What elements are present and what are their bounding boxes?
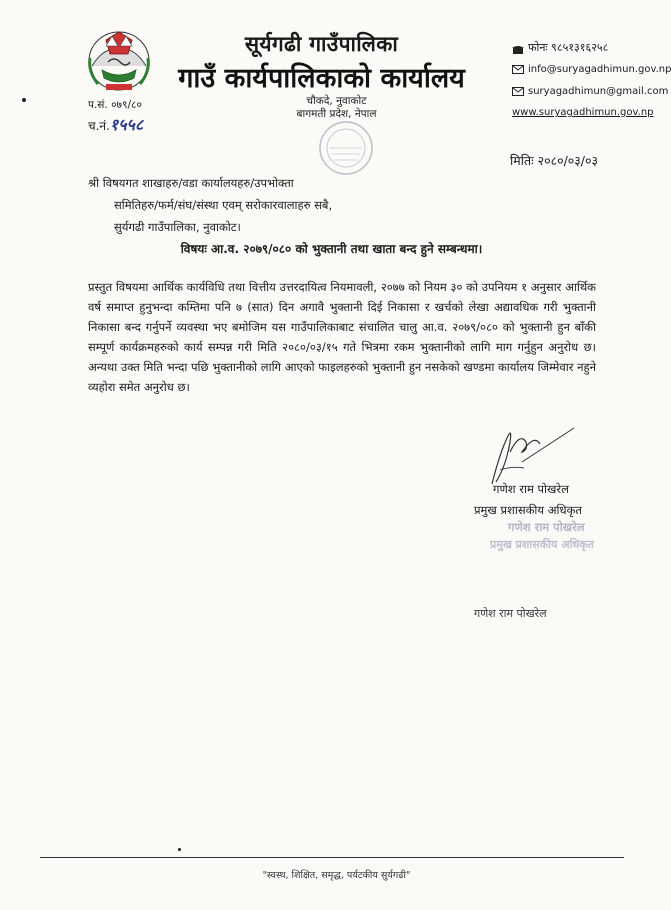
addressee-block: [88, 172, 332, 238]
phone-icon: [512, 44, 524, 53]
footer-divider: [40, 857, 624, 858]
contact-website-link[interactable]: www.suryagadhimun.gov.np: [512, 107, 654, 118]
email-2-text: suryagadhimun@gmail.com: [528, 86, 669, 97]
email-1-text: info@suryagadhimun.gov.np: [528, 64, 671, 75]
email-icon: [512, 65, 524, 74]
contact-email-1[interactable]: [512, 64, 671, 75]
office-address-line2: बागमती प्रदेश, नेपाल: [296, 108, 377, 120]
addressee-line: समितिहरु/फर्म/संघ/संस्था एवम् सरोकारवालाहरु सबै,: [114, 198, 333, 212]
signatory-title: प्रमुख प्रशासकीय अधिकृत: [474, 503, 582, 517]
name-seal: गणेश राम पोखरेल: [508, 520, 585, 534]
contact-phone: [512, 40, 608, 55]
letter-date: मितिः २०८०/०३/०३: [510, 153, 598, 168]
footer-slogan: "स्वस्थ, शिक्षित, समृद्ध, पर्यटकीय सुर्यगढी": [262, 870, 411, 881]
contact-email-2[interactable]: [512, 86, 668, 97]
addressee-line: सुर्यगढी गाउँपालिका, नुवाकोट।: [114, 220, 241, 234]
dispatch-number-handwritten: १५५८: [109, 115, 144, 134]
email-icon: [512, 87, 524, 96]
office-title: गाउँ कार्यपालिकाको कार्यालय: [178, 63, 465, 94]
scan-speck: [178, 848, 181, 851]
scan-speck: [22, 98, 26, 102]
dispatch-label: च.नं.: [88, 119, 110, 133]
letter-body: प्रस्तुत विषयमा आर्थिक कार्यविधि तथा वित्तीय उत्तरदायित्व नियमावली, २०७७ को नियम ३० को उपनियम १ अनुसार आर्थिक वर्ष समाप्त हुनुभन्दा कम्तिमा पनि ७ (सात) दिन अगावै भुक्तानी दिई निकासा र खर्चको लेखा अद्यावधिक गरी भुक्तानी निकासा बन्द गर्नुपर्ने व्यवस्था भए बमोजिम यस गाउँपालिकाबाट संचालित चालु आ.व. २०७९/०८० को भुक्तानी हुन बाँकी सम्पूर्ण कार्यक्रमहरुको कार्य सम्पन्न गरी मिति २०८०/०३/१५ गते भित्रमा रकम भुक्तानीको लागि माग गर्नुहुन अनुरोध छ। अन्यथा उक्त मिति भन्दा पछि भुक्तानीको लागि आएको फाइलहरुको भुक्तानी हुन नसकेको खण्डमा कार्यालय जिम्मेवार नहुने व्यहोरा समेत अनुरोध छ।: [88, 280, 596, 394]
office-address-line1: चौकदे, नुवाकोट: [306, 95, 367, 107]
dispatch-number: [88, 113, 143, 135]
bleed-through-name: गणेश राम पोखरेल: [474, 607, 547, 620]
title-seal: प्रमुख प्रशासकीय अधिकृत: [490, 538, 594, 551]
signatory-name: गणेश राम पोखरेल: [493, 482, 569, 496]
phone-text: फोनः ९८५१३१६२५८: [528, 41, 609, 54]
addressee-line: श्री विषयगत शाखाहरु/वडा कार्यालयहरु/उपभोक्ता: [88, 176, 294, 190]
office-name: सूर्यगढी गाउँपालिका: [244, 32, 399, 56]
office-stamp-icon: [316, 118, 376, 178]
fiscal-year-ref: प.सं. ०७९/८०: [88, 99, 142, 111]
letter-subject: विषयः आ.व. २०७९/०८० को भुक्तानी तथा खाता बन्द हुने सम्बन्धमा।: [180, 242, 483, 256]
